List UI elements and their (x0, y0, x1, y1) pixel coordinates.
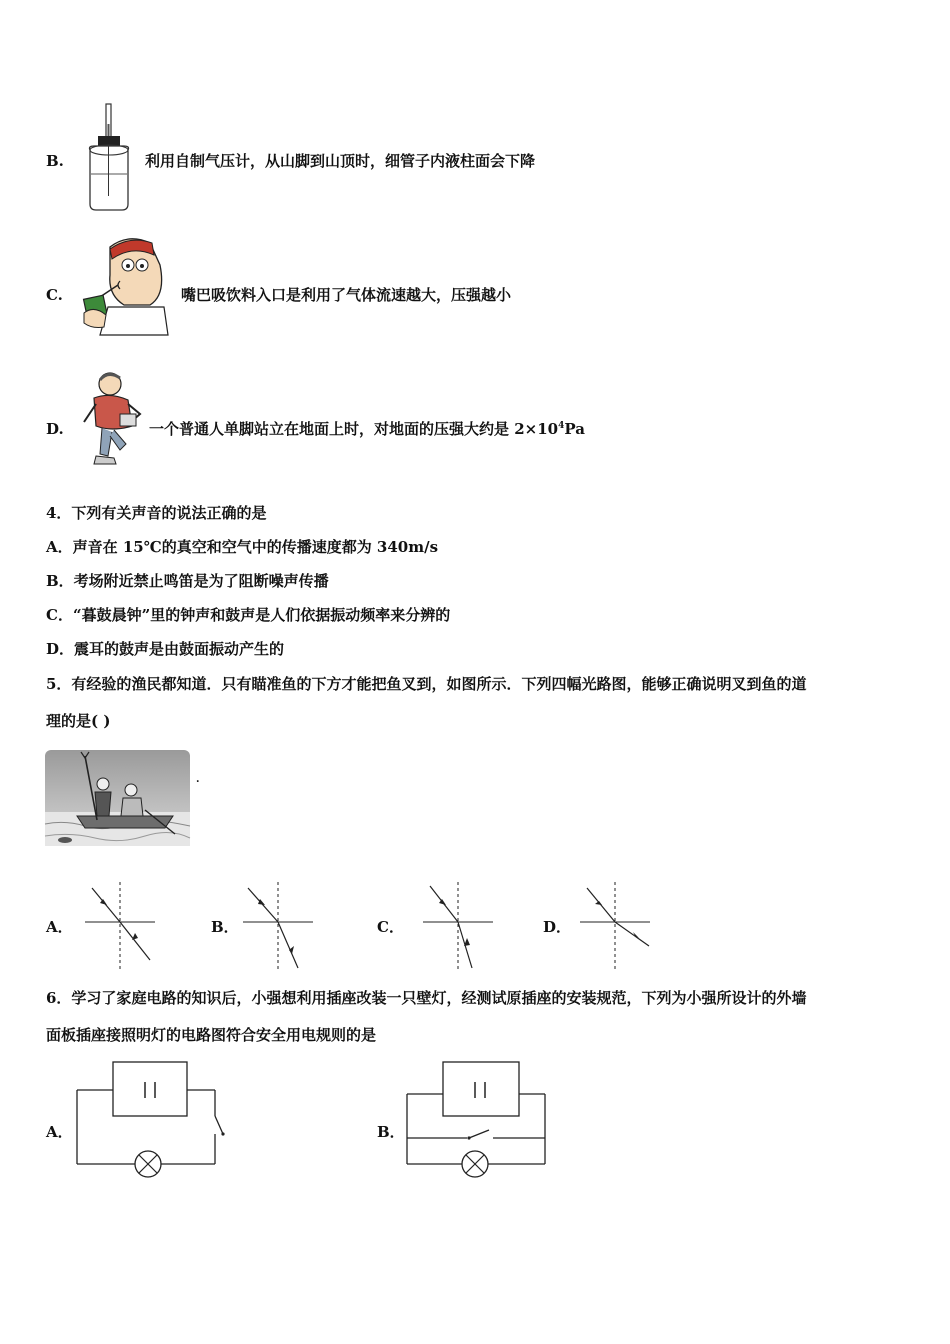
q3-option-c-label: C. (46, 286, 63, 304)
q4-stem: 4．下列有关声音的说法正确的是 (46, 504, 267, 522)
q6-circuit-b (405, 1060, 550, 1178)
q6-option-b-label: B． (377, 1123, 405, 1141)
lamp-icon (462, 1151, 488, 1177)
q5-option-d-label: D． (543, 918, 572, 936)
barometer-illustration (80, 100, 140, 212)
arrow-icon (595, 901, 602, 905)
q5-diagram-b (238, 880, 318, 972)
arrow-icon (464, 938, 470, 946)
q3-option-c-text: 嘴巴吸饮料入口是利用了气体流速越大，压强越小 (181, 286, 512, 304)
q6-stem-line1: 6．学习了家庭电路的知识后，小强想利用插座改装一只壁灯，经测试原插座的安装规范，下列为小强所设计的外墙 (46, 989, 807, 1007)
q3-option-b-text: 利用自制气压计，从山脚到山顶时，细管子内液柱面会下降 (145, 152, 536, 170)
q6-stem-line2: 面板插座接照明灯的电路图符合安全用电规则的是 (46, 1026, 377, 1044)
arrow-icon (132, 933, 138, 940)
q5-option-a-label: A． (46, 918, 73, 936)
stray-dot: . (196, 774, 200, 785)
q6-option-a-label: A． (46, 1123, 73, 1141)
q4-option-a: A．声音在 15℃的真空和空气中的传播速度都为 340m/s (46, 538, 439, 556)
q5-diagram-d (575, 880, 655, 972)
q4-option-d: D．震耳的鼓声是由鼓面振动产生的 (46, 640, 285, 658)
q5-diagram-c (418, 880, 498, 972)
lamp-icon (135, 1151, 161, 1177)
q5-option-b-label: B． (211, 918, 239, 936)
q3-option-d-text-main: 一个普通人单脚站立在地面上时，对地面的压强大约是 2×10 (149, 420, 559, 438)
q6-circuit-a (75, 1058, 230, 1178)
q4-option-c: C．“暮鼓晨钟”里的钟声和鼓声是人们依据振动频率来分辨的 (46, 606, 451, 624)
q5-option-c-label: C． (377, 918, 404, 936)
exponent: 4 (558, 421, 565, 431)
q3-option-d-text (149, 419, 585, 439)
drinking-boy-illustration (80, 235, 170, 335)
arrow-icon (289, 946, 294, 954)
one-leg-standing-man-illustration (78, 370, 144, 472)
q5-stem-line2: 理的是( ) (46, 712, 111, 730)
fishermen-boat-illustration (45, 750, 190, 846)
q4-option-b: B．考场附近禁止鸣笛是为了阻断噪声传播 (46, 572, 329, 590)
q3-option-b-label: B. (46, 152, 64, 170)
unit-pascal: Pa (564, 420, 585, 438)
q5-stem-line1: 5．有经验的渔民都知道．只有瞄准鱼的下方才能把鱼叉到，如图所示．下列四幅光路图，能够正确说明叉到鱼的道 (46, 675, 807, 693)
q3-option-d-label: D. (46, 420, 64, 438)
arrow-icon (439, 899, 446, 905)
q5-diagram-a (80, 880, 160, 972)
